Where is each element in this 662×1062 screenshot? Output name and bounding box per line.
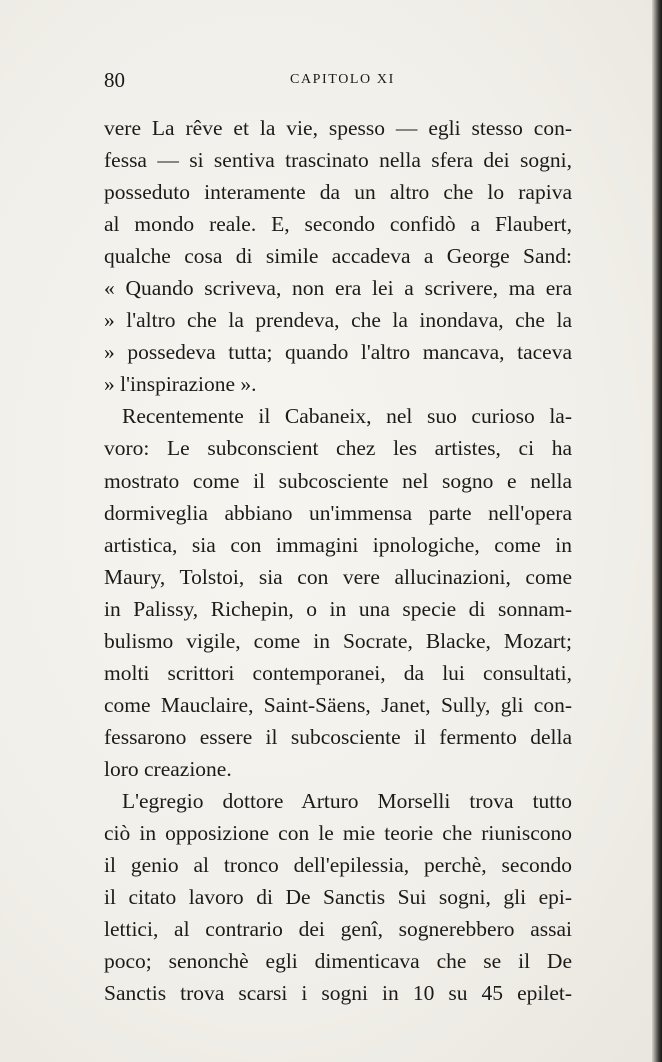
text-line-19: come Mauclaire, Saint-Säens, Janet, Sully, gli con- <box>104 692 572 717</box>
text-line-8: » possedeva tutta; quando l'altro mancava, taceva <box>104 340 572 365</box>
text-line-11: voro: Le subconscient chez les artistes, ci ha <box>104 436 572 461</box>
text-line-15: Maury, Tolstoi, sia con vere allucinazioni, come <box>104 564 572 589</box>
text-line-5: qualche cosa di simile accadeva a George Sand: <box>104 244 572 269</box>
text-line-23: ciò in opposizione con le mie teorie che riuniscono <box>104 821 572 846</box>
text-line-22: L'egregio dottore Arturo Morselli trova tutto <box>122 788 572 813</box>
text-line-3: posseduto interamente da un altro che lo rapiva <box>104 180 572 205</box>
page-header <box>104 68 572 98</box>
text-line-17: bulismo vigile, come in Socrate, Blacke, Mozart; <box>104 628 572 653</box>
text-line-21: loro creazione. <box>104 756 232 781</box>
text-line-7: » l'altro che la prendeva, che la inondava, che la <box>104 308 572 333</box>
text-line-27: poco; senonchè egli dimenticava che se il De <box>104 949 572 974</box>
text-line-24: il genio al tronco dell'epilessia, perchè, secondo <box>104 853 572 878</box>
text-line-4: al mondo reale. E, secondo confidò a Flaubert, <box>104 212 572 237</box>
text-line-16: in Palissy, Richepin, o in una specie di sonnam- <box>104 596 572 621</box>
text-line-20: fessarono essere il subcosciente il fermento della <box>104 724 572 749</box>
text-line-26: lettici, al contrario dei genî, sognerebbero assai <box>104 917 572 942</box>
text-line-13: dormiveglia abbiano un'immensa parte nell'opera <box>104 500 572 525</box>
text-line-9: » l'inspirazione ». <box>104 372 257 397</box>
running-title: CAPITOLO XI <box>290 72 395 87</box>
text-line-25: il citato lavoro di De Sanctis Sui sogni, gli epi- <box>104 885 572 910</box>
page-binding-edge <box>652 0 662 1062</box>
text-line-2: fessa — si sentiva trascinato nella sfera dei sogni, <box>104 148 572 173</box>
text-line-10: Recentemente il Cabaneix, nel suo curioso la- <box>122 404 572 429</box>
text-line-28: Sanctis trova scarsi i sogni in 10 su 45 epilet- <box>104 981 572 1006</box>
text-line-6: « Quando scriveva, non era lei a scrivere, ma era <box>104 276 572 301</box>
text-line-18: molti scrittori contemporanei, da lui consultati, <box>104 660 572 685</box>
text-line-1: vere La rêve et la vie, spesso — egli stesso con- <box>104 116 572 140</box>
body-text <box>104 112 572 1009</box>
text-line-12: mostrato come il subcosciente nel sogno e nella <box>104 468 572 493</box>
page-number: 80 <box>104 68 125 92</box>
text-line-14: artistica, sia con immagini ipnologiche, come in <box>104 532 572 557</box>
